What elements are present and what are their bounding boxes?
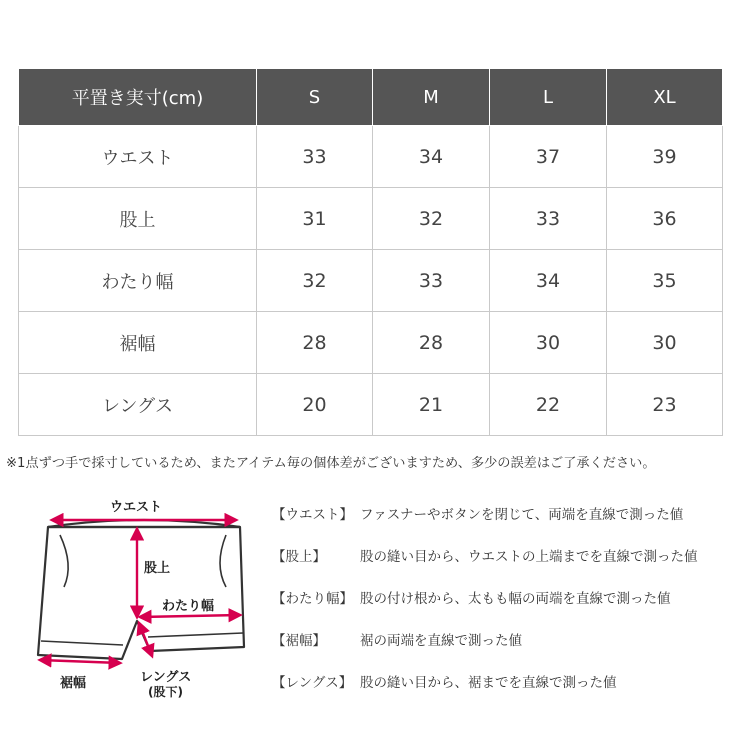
shorts-outline bbox=[38, 520, 244, 659]
table-cell: 37 bbox=[490, 126, 607, 188]
table-row bbox=[19, 188, 723, 250]
definition-term: 【裾幅】 bbox=[272, 633, 326, 649]
diagram-length-sub-label: (股下) bbox=[148, 685, 183, 699]
definition-text: 股の縫い目から、裾までを直線で測った値 bbox=[360, 675, 617, 691]
size-table bbox=[18, 68, 723, 436]
table-cell: 39 bbox=[607, 126, 723, 188]
header-size-l: L bbox=[490, 69, 607, 126]
definition-term: 【レングス】 bbox=[272, 675, 353, 691]
list-item bbox=[272, 503, 732, 545]
measurement-note: ※1点ずつ手で採寸しているため、またアイテム毎の個体差がございますため、多少の誤差はご了承ください。 bbox=[6, 456, 656, 471]
header-measure: 平置き実寸(cm) bbox=[19, 69, 257, 126]
header-size-m: M bbox=[373, 69, 490, 126]
row-label: ウエスト bbox=[19, 126, 257, 188]
table-cell: 30 bbox=[490, 312, 607, 374]
shorts-diagram bbox=[30, 495, 260, 710]
hem-line bbox=[40, 660, 120, 663]
table-row bbox=[19, 126, 723, 188]
table-cell: 32 bbox=[257, 250, 373, 312]
table-cell: 33 bbox=[257, 126, 373, 188]
table-row bbox=[19, 312, 723, 374]
table-cell: 36 bbox=[607, 188, 723, 250]
definition-text: 股の付け根から、太もも幅の両端を直線で測った値 bbox=[360, 591, 671, 607]
definition-term: 【わたり幅】 bbox=[272, 591, 353, 607]
row-label: 裾幅 bbox=[19, 312, 257, 374]
header-size-xl: XL bbox=[607, 69, 723, 126]
definition-term: 【股上】 bbox=[272, 549, 326, 565]
list-item bbox=[272, 671, 732, 713]
table-cell: 34 bbox=[490, 250, 607, 312]
table-cell: 30 bbox=[607, 312, 723, 374]
diagram-hem-label: 裾幅 bbox=[60, 676, 87, 691]
table-cell: 28 bbox=[373, 312, 490, 374]
table-cell: 31 bbox=[257, 188, 373, 250]
table-row bbox=[19, 250, 723, 312]
table-cell: 33 bbox=[373, 250, 490, 312]
diagram-rise-label: 股上 bbox=[144, 561, 171, 576]
row-label: 股上 bbox=[19, 188, 257, 250]
table-cell: 20 bbox=[257, 374, 373, 436]
definition-text: 股の縫い目から、ウエストの上端までを直線で測った値 bbox=[360, 549, 698, 565]
table-cell: 22 bbox=[490, 374, 607, 436]
definition-text: 裾の両端を直線で測った値 bbox=[360, 633, 522, 649]
table-cell: 33 bbox=[490, 188, 607, 250]
list-item bbox=[272, 629, 732, 671]
header-size-s: S bbox=[257, 69, 373, 126]
table-cell: 21 bbox=[373, 374, 490, 436]
definition-term: 【ウエスト】 bbox=[272, 507, 353, 523]
table-row bbox=[19, 374, 723, 436]
table-cell: 23 bbox=[607, 374, 723, 436]
list-item bbox=[272, 587, 732, 629]
diagram-thigh-label: わたり幅 bbox=[162, 599, 215, 614]
row-label: わたり幅 bbox=[19, 250, 257, 312]
table-cell: 35 bbox=[607, 250, 723, 312]
definition-text: ファスナーやボタンを閉じて、両端を直線で測った値 bbox=[360, 507, 684, 523]
diagram-length-label: レングス bbox=[140, 670, 192, 685]
list-item bbox=[272, 545, 732, 587]
definition-list bbox=[272, 503, 732, 713]
table-cell: 34 bbox=[373, 126, 490, 188]
size-table-header bbox=[19, 69, 723, 126]
row-label: レングス bbox=[19, 374, 257, 436]
table-cell: 28 bbox=[257, 312, 373, 374]
table-cell: 32 bbox=[373, 188, 490, 250]
diagram-waist-label: ウエスト bbox=[110, 500, 163, 515]
